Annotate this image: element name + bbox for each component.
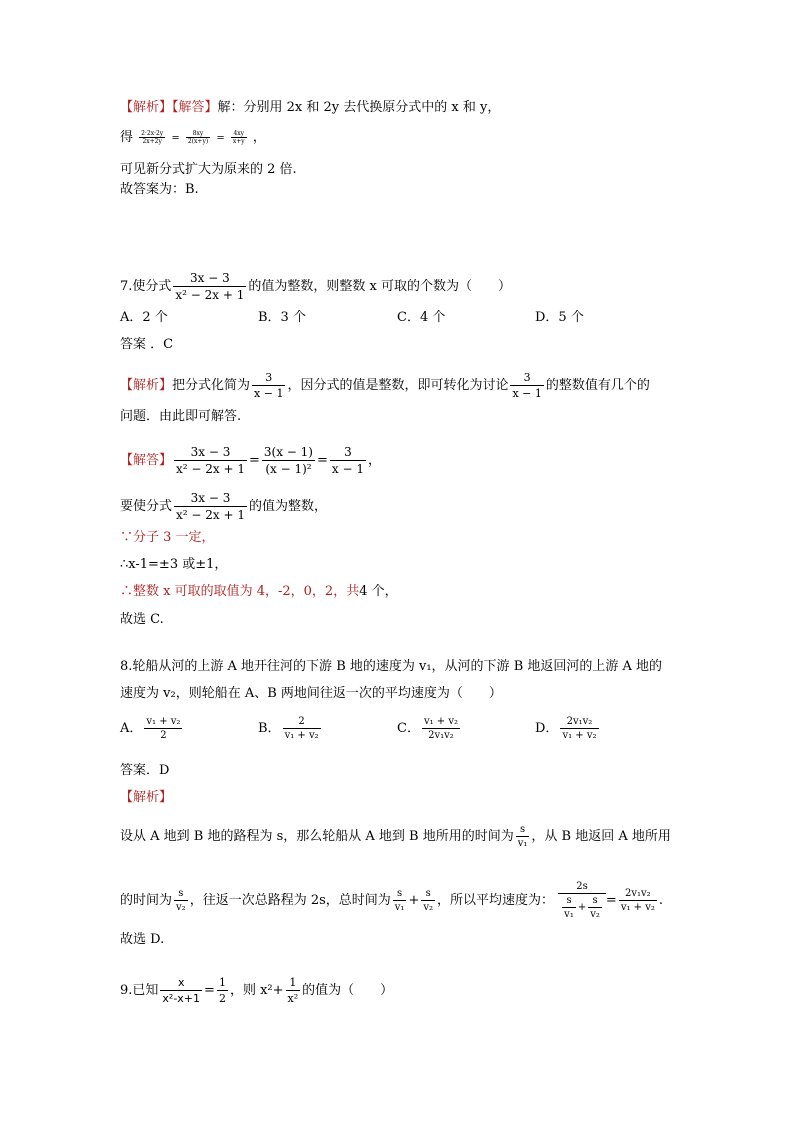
q7-req-fraction: [174, 490, 247, 523]
frac-num: 2v₁v₂: [560, 715, 598, 729]
q7-option-b: B．3 个: [258, 310, 306, 325]
equals: =: [204, 983, 215, 998]
q7-conclusion: 故选 C.: [120, 612, 164, 627]
q7-option-d: D．5 个: [535, 310, 584, 325]
q8-option-a-fraction: [144, 715, 182, 742]
equals: =: [171, 133, 180, 144]
q8-option-a: [120, 715, 184, 742]
q7-stem: [120, 270, 511, 303]
q7-analysis: [120, 370, 650, 401]
q7-sol-fraction-2: [262, 444, 315, 477]
q8-option-c: [397, 715, 462, 742]
frac-num: 1: [218, 976, 226, 989]
period: .: [658, 893, 664, 908]
q9-fraction-2: [217, 975, 228, 1006]
q7-analysis-a: 把分式化简为: [172, 378, 251, 393]
frac-den: v₂: [423, 902, 434, 913]
frac-num: 1: [286, 975, 301, 991]
q8-option-d: [535, 715, 601, 742]
avg-den-t2: [588, 894, 602, 921]
q8-sol2-t1: [393, 887, 407, 914]
block1-line2-prefix: 得: [120, 130, 134, 145]
q8-conclusion: 故选 D.: [120, 932, 165, 947]
frac-num: 2: [283, 715, 321, 729]
frac-num: v₁ + v₂: [423, 716, 459, 727]
plus: +: [408, 893, 420, 908]
q8-stem-line1: 8.轮船从河的上游 A 地开往河的下游 B 地的速度为 v₁，从河的下游 B 地返回河的上游 A 地的: [120, 659, 663, 674]
block1-line4: 故答案为：B.: [120, 182, 199, 197]
q8-sol2-t2: [421, 887, 435, 914]
frac-num: x: [160, 975, 202, 991]
q7-therefore1: ∴x-1=±3 或±1，: [120, 557, 228, 572]
q7-fraction: [173, 270, 246, 303]
frac-num: s: [562, 894, 576, 908]
option-label: A．: [120, 721, 143, 736]
frac-num: 3x − 3: [174, 444, 247, 461]
q7-answer: 答案 ．C: [120, 337, 174, 352]
q9-fraction-1: [160, 975, 202, 1006]
frac-den: x²-x+1: [162, 992, 201, 1005]
q8-average-result: [619, 887, 657, 914]
frac-den: v₁ + v₂: [284, 730, 319, 741]
answer-tag: 【解答】: [172, 100, 218, 115]
q7-requirement: [120, 490, 327, 523]
frac-num: 3x − 3: [173, 270, 246, 287]
equals: =: [605, 893, 617, 908]
frac-den: (x − 1)²: [265, 462, 312, 476]
frac-den: x²: [287, 992, 299, 1005]
frac-den: 2(x+y): [187, 138, 209, 145]
comma: ，: [252, 130, 266, 145]
q7-solution: [120, 444, 381, 477]
frac-num: 3: [330, 444, 366, 461]
frac-num: s: [516, 823, 530, 837]
q7-sol-fraction-3: [330, 444, 366, 477]
q8-sol1-b: ，从 B 地返回 A 地所用: [531, 829, 671, 844]
block1-fraction-3: [231, 130, 247, 145]
frac-den: v₁ + v₂: [562, 730, 597, 741]
frac-num: s: [174, 887, 188, 901]
q9-suffix: 的值为（ ）: [302, 983, 394, 998]
avg-den-t1: [562, 894, 576, 921]
frac-den: v₁: [564, 909, 574, 920]
q8-answer: 答案．D: [120, 763, 170, 778]
q7-analysis-b: ，因分式的值是整数，即可转化为讨论: [287, 378, 509, 393]
frac-num: 3x − 3: [174, 490, 247, 507]
q7-req-suffix: 的值为整数，: [249, 499, 328, 514]
q8-solution-line1: [120, 823, 671, 850]
frac-den: x² − 2x + 1: [175, 288, 245, 302]
frac-den: 2: [218, 992, 226, 1005]
frac-num: 4xy: [231, 130, 247, 138]
q7-option-c: C．4 个: [397, 310, 446, 325]
block1-line1: [120, 98, 500, 118]
q8-option-d-fraction: [560, 715, 598, 742]
q7-sol-fraction-1: [174, 444, 247, 477]
frac-num: 3(x − 1): [263, 445, 313, 459]
q9-stem: [120, 975, 393, 1006]
q7-analysis-fraction-2: [510, 370, 543, 401]
frac-den: x² − 2x + 1: [176, 462, 245, 476]
frac-num: 2·2x·2y: [141, 130, 164, 137]
block1-line3: 可见新分式扩大为原来的 2 倍.: [120, 162, 297, 177]
frac-den: x − 1: [254, 387, 284, 400]
equals: =: [216, 133, 225, 144]
frac-den: v₂: [176, 902, 186, 913]
frac-num: 2v₁v₂: [619, 887, 657, 901]
q8-option-b: [258, 715, 323, 742]
frac-den: x − 1: [512, 387, 542, 400]
frac-num: s: [421, 887, 435, 901]
frac-num: 3: [252, 370, 285, 386]
frac-num: 8xy: [186, 130, 210, 138]
frac-den: v₁ + v₂: [620, 902, 655, 913]
analysis-tag: 【解析】: [120, 378, 173, 393]
block1-line2: [120, 128, 266, 149]
q7-analysis-c: 的整数值有几个的: [545, 378, 650, 393]
option-label: D．: [535, 721, 559, 736]
plus: +: [577, 902, 587, 913]
equals: =: [249, 453, 260, 468]
equals: =: [317, 453, 328, 468]
q9-prefix: 9.已知: [120, 983, 159, 998]
block1-fraction-2: [186, 130, 210, 145]
frac-den: v₂: [590, 909, 600, 920]
q8-average-fraction: [558, 880, 606, 921]
frac-den: [558, 894, 606, 921]
block1-line1-text: 解：分别用 2x 和 2y 去代换原分式中的 x 和 y，: [217, 100, 501, 115]
frac-num: s: [393, 887, 407, 901]
q7-because: ∵分子 3 一定，: [120, 530, 215, 545]
frac-num: 3: [510, 370, 543, 386]
q8-sol1-a: 设从 A 地到 B 地的路程为 s，那么轮船从 A 地到 B 地所用的时间为: [120, 829, 514, 844]
option-label: C．: [397, 721, 420, 736]
frac-den: 2: [160, 730, 167, 741]
q7-analysis-fraction: [252, 370, 285, 401]
solution-tag: 【解答】: [120, 453, 173, 468]
q7-therefore2-b: 4 个，: [359, 584, 398, 599]
q8-solution-line2: [120, 880, 663, 921]
frac-den: x² − 2x + 1: [176, 508, 245, 522]
frac-den: x − 1: [331, 462, 364, 476]
q8-stem-line2: 速度为 v₂，则轮船在 A、B 两地间往返一次的平均速度为（ ）: [120, 686, 502, 701]
q8-sol1-fraction: [516, 823, 530, 850]
q7-suffix: 的值为整数，则整数 x 可取的个数为（ ）: [248, 279, 511, 294]
frac-den: x+y: [232, 138, 245, 145]
q8-sol2-fraction: [174, 887, 188, 914]
q8-sol2-a: 的时间为: [120, 893, 173, 908]
q8-option-b-fraction: [283, 715, 321, 742]
q7-therefore2-a: ∴整数 x 可取的取值为 4，-2，0，2，共: [120, 584, 360, 599]
q8-analysis-tag: 【解析】: [120, 790, 173, 805]
frac-den: v₁: [394, 902, 405, 913]
q9-fraction-3: [286, 975, 301, 1006]
frac-num: v₁ + v₂: [146, 716, 181, 727]
option-label: B．: [258, 721, 281, 736]
frac-den: 2v₁v₂: [428, 730, 454, 741]
q7-option-a: A．2 个: [120, 310, 168, 325]
q8-sol2-c: ，所以平均速度为：: [437, 893, 555, 908]
comma: ，: [368, 453, 382, 468]
q9-mid: ，则 x²+: [229, 983, 284, 998]
q8-option-c-fraction: [422, 715, 460, 742]
frac-den: v₁: [517, 838, 528, 849]
q8-sol2-b: ，往返一次总路程为 2s，总时间为: [189, 893, 391, 908]
q7-therefore2: [120, 582, 398, 602]
q7-req-prefix: 要使分式: [120, 499, 173, 514]
block1-fraction-1: [139, 130, 165, 145]
q7-prefix: 7.使分式: [120, 279, 172, 294]
frac-den: 2x+2y: [142, 138, 162, 145]
frac-num: s: [588, 894, 602, 908]
frac-num: 2s: [558, 880, 606, 894]
q7-analysis-line2: 问题．由此即可解答.: [120, 409, 242, 424]
analysis-tag: 【解析】: [120, 100, 173, 115]
